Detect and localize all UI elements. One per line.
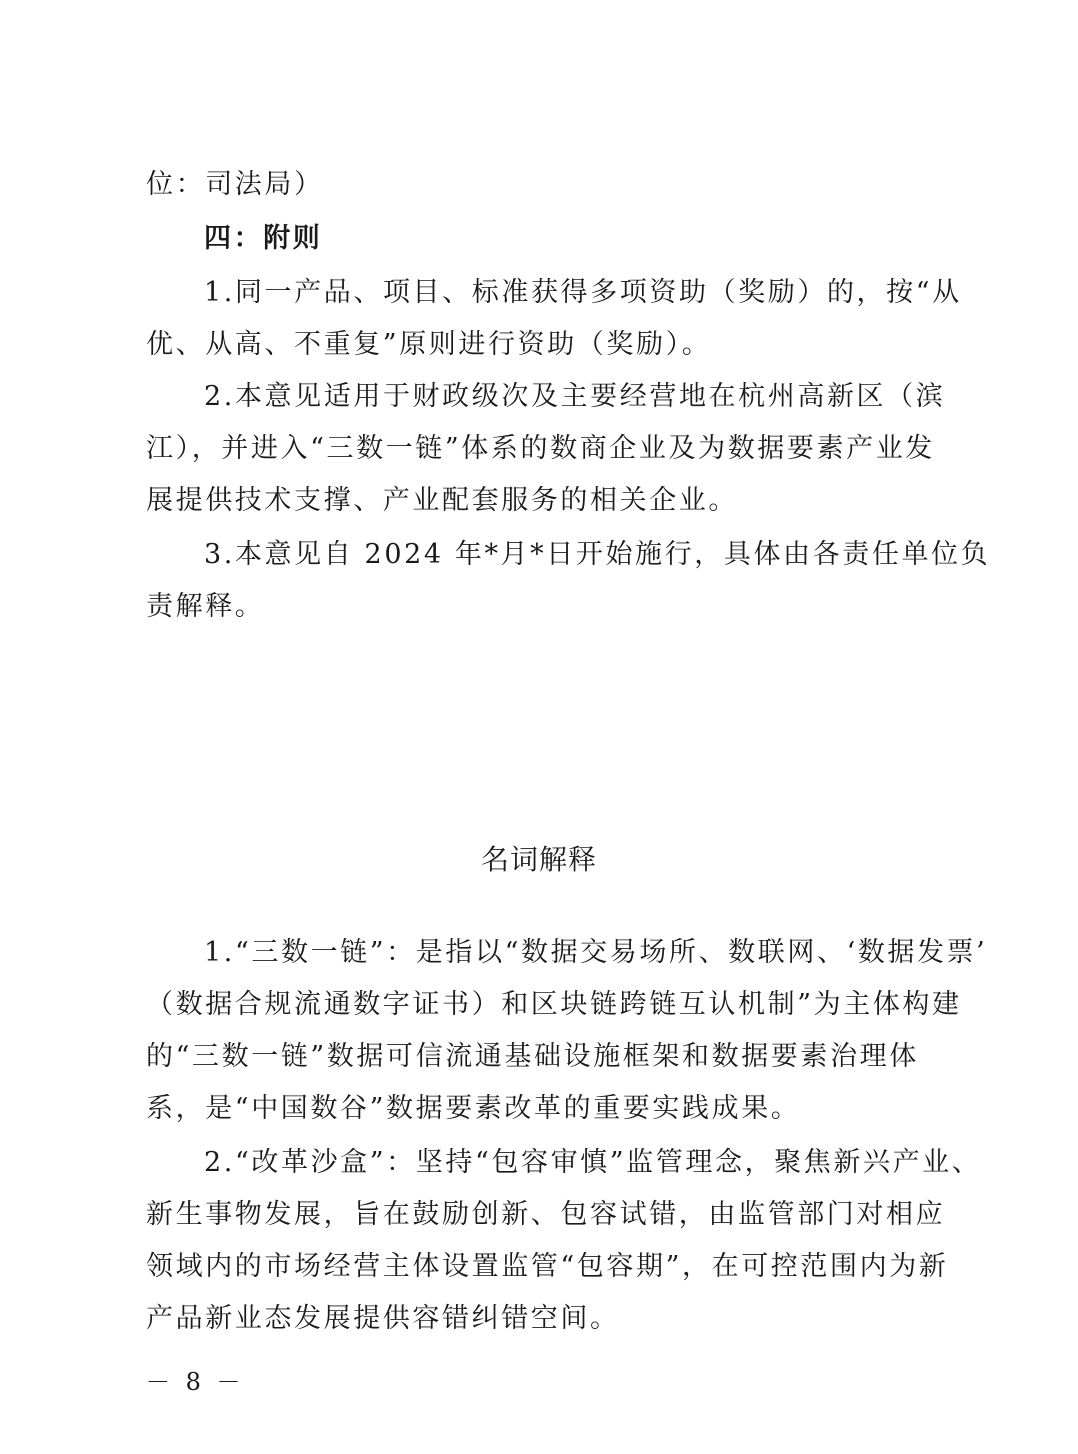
glossary-title: 名词解释 (480, 843, 597, 876)
article-2-line-2: 江），并进入“三数一链”体系的数商企业及为数据要素产业发 (146, 433, 935, 464)
article-1-line-2: 优、从高、不重复”原则进行资助（奖励）。 (146, 329, 712, 360)
article-1-line-1: 1.同一产品、项目、标准获得多项资助（奖励）的，按“从 (204, 277, 962, 308)
article-2-line-3: 展提供技术支撑、产业配套服务的相关企业。 (146, 485, 738, 516)
glossary-1-line-2: （数据合规流通数字证书）和区块链跨链互认机制”为主体构建 (146, 989, 962, 1020)
article-3-line-1: 3.本意见自 2024 年*月*日开始施行，具体由各责任单位负 (204, 539, 991, 570)
article-2-line-1: 2.本意见适用于财政级次及主要经营地在杭州高新区（滨 (204, 381, 946, 412)
glossary-2-line-3: 领域内的市场经营主体设置监管“包容期”，在可控范围内为新 (146, 1251, 949, 1282)
glossary-2-line-1: 2.“改革沙盒”：坚持“包容审慎”监管理念，聚焦新兴产业、 (204, 1147, 982, 1178)
page-number: － 8 － (146, 1368, 245, 1396)
article-3-line-2: 责解释。 (146, 591, 265, 622)
section-heading: 四：附则 (204, 223, 323, 254)
glossary-1-line-4: 系，是“中国数谷”数据要素改革的重要实践成果。 (146, 1093, 801, 1124)
carryover-line: 位：司法局） (146, 169, 324, 200)
glossary-1-line-1: 1.“三数一链”：是指以“数据交易场所、数联网、‘数据发票’ (204, 937, 988, 968)
glossary-2-line-2: 新生事物发展，旨在鼓励创新、包容试错，由监管部门对相应 (146, 1199, 946, 1230)
glossary-1-line-3: 的“三数一链”数据可信流通基础设施框架和数据要素治理体 (146, 1041, 919, 1072)
glossary-2-line-4: 产品新业态发展提供容错纠错空间。 (146, 1303, 620, 1334)
